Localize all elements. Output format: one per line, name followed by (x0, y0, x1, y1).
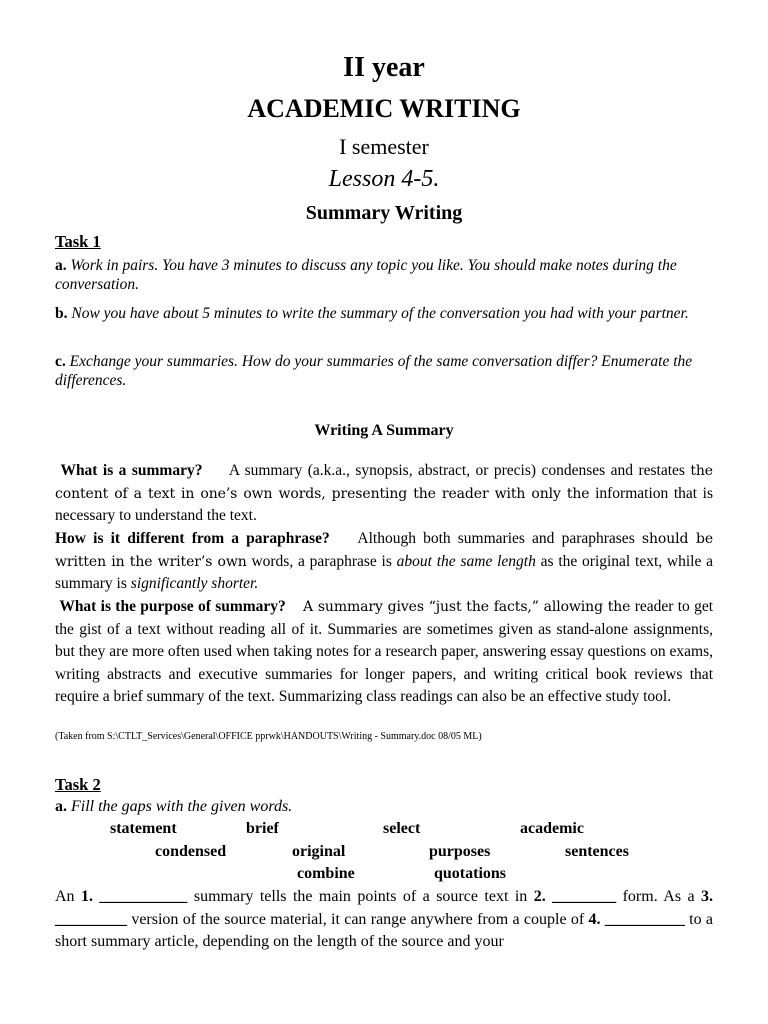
question-difference: How is it different from a paraphrase? (55, 530, 330, 547)
gap-blank-1[interactable]: 1. ___________ (81, 888, 188, 905)
q3-text-a: A summary gives “just the facts,” allowing the (303, 599, 631, 615)
gap-blank-3[interactable]: 3. _________ (55, 888, 714, 928)
summary-purpose (55, 596, 713, 709)
heading-topic: Summary Writing (305, 202, 463, 224)
heading-year: II year (343, 52, 425, 83)
gap-blank-2[interactable]: 2. ________ (533, 888, 617, 905)
gap-text-part: As a (663, 888, 695, 905)
word-bank-item: select (383, 820, 421, 837)
q1-text-b: the content of a text in one’s own words, presenting the reader with only the (55, 463, 713, 502)
task2-item-a (55, 797, 713, 816)
word-bank-item: academic (520, 820, 584, 837)
question-what-is-summary: What is a summary? (60, 462, 203, 479)
gap-text-part: form. (622, 888, 658, 905)
gap-text-part: to a short summary article, depending on the length of the source and your (55, 910, 713, 951)
question-purpose: What is the purpose of summary? (59, 598, 286, 615)
task1-c-label: c. (55, 353, 66, 370)
word-bank-item: combine (297, 865, 355, 882)
q2-text-b: should be written in the writer’s own (55, 531, 714, 570)
q2-emphasis-length: about the same length (396, 552, 536, 570)
q1-text-a: A summary (a.k.a., synopsis, abstract, or precis) condenses and restates (228, 462, 685, 479)
summary-vs-paraphrase (55, 528, 713, 596)
q2-emphasis-shorter: significantly shorter. (130, 575, 259, 593)
heading-course: ACADEMIC WRITING (247, 94, 521, 123)
task1-b-text: Now you have about 5 minutes to write the summary of the conversation you had with your partner. (71, 305, 689, 322)
task2-title: Task 2 (55, 775, 101, 794)
task1-a-text: Work in pairs. You have 3 minutes to discuss any topic you like. You should make notes during the conversation. (55, 257, 677, 293)
gap-text-part: summary tells the main points of a source text in (193, 888, 528, 905)
task1-b-label: b. (55, 305, 68, 322)
word-bank-item: statement (110, 820, 177, 837)
word-bank-item: original (292, 843, 346, 860)
q2-text-a: Although both summaries and paraphrases (357, 530, 635, 547)
gap-text-part: version of the source material, it can range anywhere from a couple of (131, 910, 585, 928)
gap-fill-text (55, 886, 713, 954)
q1-text-c: information that is necessary to understand the text. (55, 484, 714, 525)
q2-text-c: words, a paraphrase is (251, 552, 392, 570)
q3-text-b: reader to get the gist of a text without reading all of it. Summaries are sometimes given as stand-alone assignments, but they are more often used when taking notes for a research paper, answering essay questions on exams, writing abstracts and executive summaries for longer papers, and writing critical book reviews that require a brief summary of the text. Summarizing class readings can also be an effective study tool. (55, 598, 714, 706)
task1-a-label: a. (55, 257, 67, 274)
task1-c-text: Exchange your summaries. How do your summaries of the same conversation differ? Enumerate the differences. (55, 353, 693, 389)
word-bank-item: purposes (429, 843, 491, 860)
word-bank-row-3 (55, 865, 713, 887)
heading-semester: I semester (339, 134, 429, 159)
task1-item-a (55, 256, 713, 294)
summary-definition (55, 460, 713, 528)
task1-item-b (55, 304, 713, 323)
word-bank-row-1 (55, 820, 713, 842)
task1-item-c (55, 352, 713, 390)
gap-blank-4[interactable]: 4. __________ (588, 910, 685, 928)
word-bank-item: quotations (434, 865, 507, 882)
word-bank-row-2 (55, 843, 713, 865)
section-title: Writing A Summary (314, 422, 454, 439)
task1-title: Task 1 (55, 232, 101, 251)
word-bank-item: sentences (565, 843, 629, 860)
word-bank-item: condensed (155, 843, 227, 860)
gap-text-part: An (55, 888, 75, 905)
word-bank-item: brief (246, 820, 279, 837)
heading-lesson: Lesson 4-5. (328, 166, 440, 192)
task2-a-text: Fill the gaps with the given words. (71, 798, 293, 815)
source-citation: (Taken from S:\CTLT_Services\General\OFFICE pprwk\HANDOUTS\Writing - Summary.doc 08/05 ML) (55, 731, 482, 742)
task2-a-label: a. (55, 798, 67, 815)
q2-text-d: as the original text, while a summary is (55, 552, 714, 593)
